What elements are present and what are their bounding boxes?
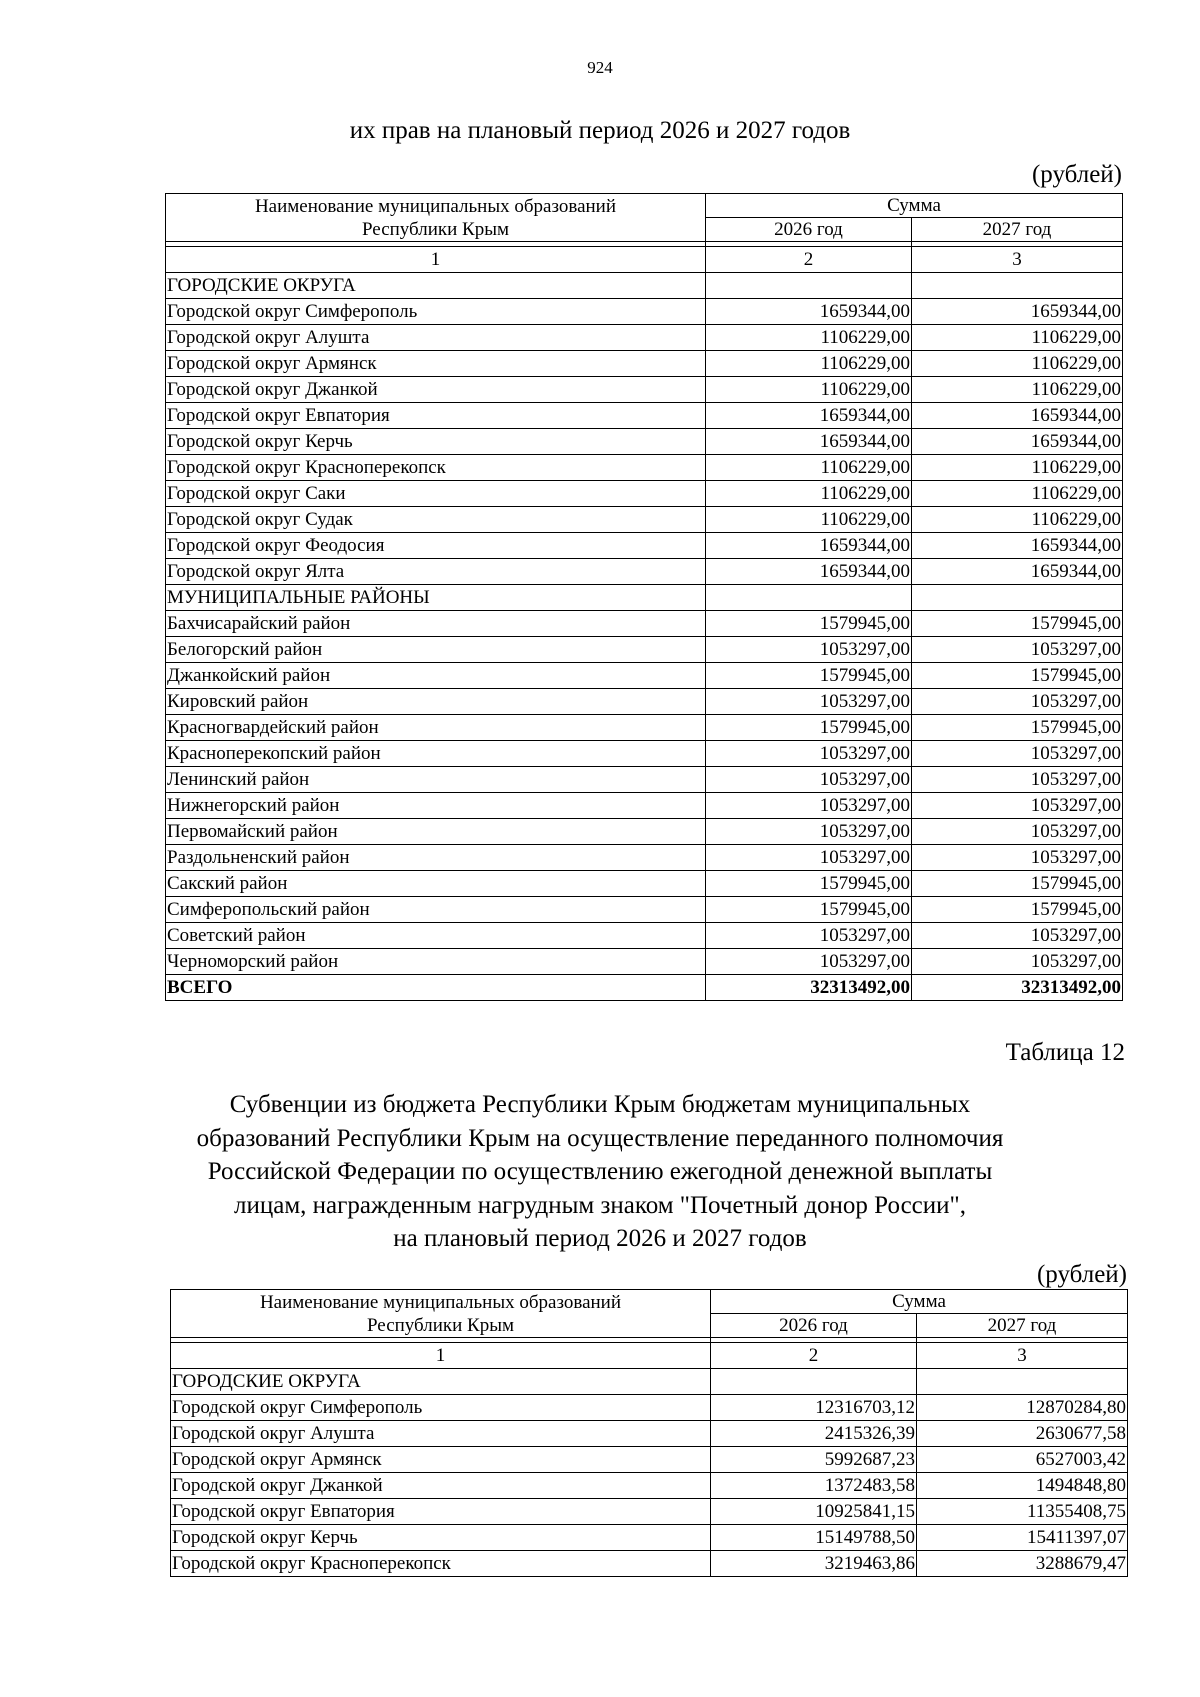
table-row [166,611,1123,637]
row-name: Городской округ Джанкой [166,377,706,403]
row-name: Городской округ Джанкой [171,1473,711,1499]
row-value-2026: 1106229,00 [706,351,912,377]
table-row [166,949,1123,975]
row-value-2026: 3219463,86 [711,1551,917,1577]
row-value-2027: 1106229,00 [912,481,1123,507]
row-value-2026: 1579945,00 [706,611,912,637]
table1-year2-header: 2027 год [912,218,1123,242]
row-value-2027: 1106229,00 [912,455,1123,481]
table1-heading: их прав на плановый период 2026 и 2027 годов [349,117,851,144]
table2-year2-header: 2027 год [917,1314,1128,1338]
row-value-2027: 1106229,00 [912,377,1123,403]
row-value-2026: 15149788,50 [711,1525,917,1551]
row-name: Городской округ Судак [166,507,706,533]
row-value-2027: 3288679,47 [917,1551,1128,1577]
table-row [166,793,1123,819]
row-value-2027: 12870284,80 [917,1395,1128,1421]
table-row [171,1395,1128,1421]
row-name: Советский район [166,923,706,949]
row-value-2027: 1659344,00 [912,403,1123,429]
table2-heading-line: образований Республики Крым на осуществление переданного полномочия [196,1124,1004,1152]
row-value-2027: 11355408,75 [917,1499,1128,1525]
row-name: Бахчисарайский район [166,611,706,637]
row-name: Первомайский район [166,819,706,845]
row-name: Черноморский район [166,949,706,975]
row-value-2027: 1579945,00 [912,663,1123,689]
row-value-2027: 2630677,58 [917,1421,1128,1447]
table1-col-number: 3 [912,247,1123,273]
row-name: Симферопольский район [166,897,706,923]
table-row [171,1447,1128,1473]
row-name: МУНИЦИПАЛЬНЫЕ РАЙОНЫ [166,585,706,611]
row-value-2027: 1106229,00 [912,507,1123,533]
total-2026: 32313492,00 [706,975,912,1001]
row-value-2026: 1579945,00 [706,871,912,897]
row-name: Нижнегорский район [166,793,706,819]
row-value-2027: 1053297,00 [912,689,1123,715]
row-value-2026: 1106229,00 [706,455,912,481]
table-row [166,845,1123,871]
row-value-2026: 1053297,00 [706,923,912,949]
row-value-2027: 1053297,00 [912,923,1123,949]
row-name: Городской округ Симферополь [166,299,706,325]
table-row [171,1369,1128,1395]
row-value-2026: 1106229,00 [706,507,912,533]
table-row [166,533,1123,559]
table2-name-header: Наименование муниципальных образований Республики Крым [171,1290,711,1338]
table-row [166,819,1123,845]
table-row [166,455,1123,481]
table2-year1-header: 2026 год [711,1314,917,1338]
row-name: Городской округ Красноперекопск [166,455,706,481]
row-value-2026: 1579945,00 [706,897,912,923]
row-value-2027: 1659344,00 [912,559,1123,585]
row-name: Городской округ Симферополь [171,1395,711,1421]
table-row [166,637,1123,663]
row-name: Городской округ Евпатория [171,1499,711,1525]
row-value-2027 [912,273,1123,299]
row-value-2026: 1659344,00 [706,559,912,585]
row-value-2026: 1053297,00 [706,949,912,975]
row-name: Городской округ Красноперекопск [171,1551,711,1577]
total-2027: 32313492,00 [912,975,1123,1001]
row-value-2026 [711,1369,917,1395]
table2-heading-line: лицам, награжденным нагрудным знаком "Почетный донор России", [234,1191,966,1219]
table-row [166,741,1123,767]
row-value-2027 [912,585,1123,611]
table1-total-row [166,975,1123,1001]
table2-heading-line: Российской Федерации по осуществлению ежегодной денежной выплаты [207,1158,993,1185]
row-name: Городской округ Евпатория [166,403,706,429]
table1-units: (рублей) [1031,161,1122,188]
table1-year1-header: 2026 год [706,218,912,242]
row-value-2026: 1106229,00 [706,325,912,351]
table-row [166,325,1123,351]
table-row [166,689,1123,715]
row-name: Городской округ Ялта [166,559,706,585]
row-value-2027: 6527003,42 [917,1447,1128,1473]
row-value-2027: 1106229,00 [912,325,1123,351]
row-value-2026: 1053297,00 [706,793,912,819]
table1-col-number: 2 [706,247,912,273]
row-value-2027: 1106229,00 [912,351,1123,377]
row-value-2027: 1053297,00 [912,767,1123,793]
table-row [166,351,1123,377]
row-value-2027: 1053297,00 [912,819,1123,845]
row-value-2026: 2415326,39 [711,1421,917,1447]
row-value-2026: 1372483,58 [711,1473,917,1499]
row-value-2026: 1659344,00 [706,403,912,429]
total-label: ВСЕГО [166,975,706,1001]
table-row [171,1473,1128,1499]
table-row [166,585,1123,611]
row-name: Красногвардейский район [166,715,706,741]
page-number: 924 [587,58,613,77]
row-name: Сакский район [166,871,706,897]
table1 [165,193,1123,1001]
row-value-2026: 1053297,00 [706,767,912,793]
row-name: Ленинский район [166,767,706,793]
row-value-2027: 1579945,00 [912,897,1123,923]
row-value-2027: 1053297,00 [912,793,1123,819]
table-row [166,923,1123,949]
row-value-2027: 1579945,00 [912,611,1123,637]
row-value-2026: 1579945,00 [706,715,912,741]
table-row [166,299,1123,325]
table2-units: (рублей) [1036,1261,1127,1288]
row-value-2027: 1494848,80 [917,1473,1128,1499]
table-row [166,663,1123,689]
table2-sum-header: Сумма [711,1290,1128,1314]
table-row [171,1499,1128,1525]
row-name: ГОРОДСКИЕ ОКРУГА [171,1369,711,1395]
row-value-2027: 1659344,00 [912,299,1123,325]
row-value-2026: 1053297,00 [706,741,912,767]
table1-col-number: 1 [166,247,706,273]
table-row [166,377,1123,403]
row-value-2027: 15411397,07 [917,1525,1128,1551]
row-value-2026: 5992687,23 [711,1447,917,1473]
row-name: Городской округ Алушта [166,325,706,351]
row-value-2026: 1106229,00 [706,377,912,403]
row-name: Городской округ Саки [166,481,706,507]
row-value-2026: 1106229,00 [706,481,912,507]
row-name: Городской округ Армянск [166,351,706,377]
table1-sum-header: Сумма [706,194,1123,218]
row-value-2027: 1659344,00 [912,533,1123,559]
row-value-2026: 1659344,00 [706,429,912,455]
row-name: ГОРОДСКИЕ ОКРУГА [166,273,706,299]
row-value-2026: 1659344,00 [706,299,912,325]
table-row [171,1525,1128,1551]
table-row [171,1421,1128,1447]
row-name: Городской округ Керчь [166,429,706,455]
row-value-2026: 12316703,12 [711,1395,917,1421]
table-row [166,273,1123,299]
row-name: Красноперекопский район [166,741,706,767]
row-value-2026: 1659344,00 [706,533,912,559]
table-row [166,715,1123,741]
table2-col-number: 1 [171,1343,711,1369]
row-value-2026: 1053297,00 [706,637,912,663]
row-value-2026: 1053297,00 [706,819,912,845]
table-row [171,1551,1128,1577]
row-value-2026: 10925841,15 [711,1499,917,1525]
row-value-2027: 1659344,00 [912,429,1123,455]
row-value-2027: 1053297,00 [912,845,1123,871]
table-row [166,559,1123,585]
table2-heading-line: Субвенции из бюджета Республики Крым бюджетам муниципальных [229,1091,971,1118]
row-name: Городской округ Алушта [171,1421,711,1447]
row-name: Кировский район [166,689,706,715]
table2-heading [0,1088,1200,1256]
row-value-2027: 1579945,00 [912,715,1123,741]
row-name: Джанкойский район [166,663,706,689]
table2-col-number: 3 [917,1343,1128,1369]
row-value-2026 [706,585,912,611]
table2-heading-line: на плановый период 2026 и 2027 годов [393,1225,807,1252]
row-value-2027: 1579945,00 [912,871,1123,897]
table-row [166,897,1123,923]
row-name: Городской округ Армянск [171,1447,711,1473]
row-value-2027: 1053297,00 [912,741,1123,767]
table-row [166,403,1123,429]
row-value-2027: 1053297,00 [912,949,1123,975]
table-row [166,429,1123,455]
table-row [166,507,1123,533]
row-value-2026: 1579945,00 [706,663,912,689]
table1-name-header: Наименование муниципальных образований Республики Крым [166,194,706,242]
row-value-2026: 1053297,00 [706,689,912,715]
table2-label: Таблица 12 [1005,1039,1125,1066]
row-name: Белогорский район [166,637,706,663]
row-value-2026: 1053297,00 [706,845,912,871]
row-name: Раздольненский район [166,845,706,871]
table-row [166,481,1123,507]
table2-col-number: 2 [711,1343,917,1369]
row-value-2027 [917,1369,1128,1395]
table2 [170,1289,1128,1577]
table-row [166,767,1123,793]
table-row [166,871,1123,897]
row-name: Городской округ Керчь [171,1525,711,1551]
row-value-2026 [706,273,912,299]
row-name: Городской округ Феодосия [166,533,706,559]
row-value-2027: 1053297,00 [912,637,1123,663]
